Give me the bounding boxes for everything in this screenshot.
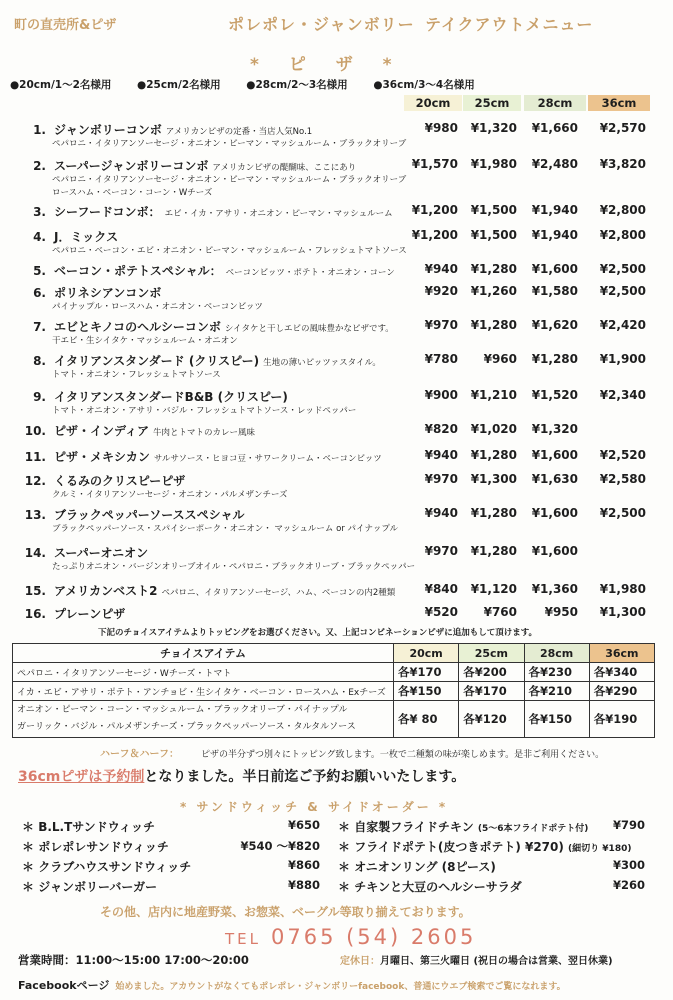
pizza-toppings: ペパロニ・イタリアンソーセージ・オニオン・ピーマン・マッシュルーム・ブラックオリーブ bbox=[52, 139, 407, 149]
half-label: ハーフ＆ハーフ： bbox=[100, 749, 179, 760]
facebook-label: Facebookページ bbox=[18, 979, 110, 992]
pizza-toppings: ペパロニ・ベーコン・エビ・オニオン・ピーマン・マッシュルーム・フレッシュトマトソース bbox=[52, 246, 407, 256]
pizza-desc: サルサソース・ヒヨコ豆・サワークリーム・ベーコンビッツ bbox=[153, 454, 382, 464]
pizza-price: ¥1,900 bbox=[599, 352, 646, 366]
pizza-price: ¥820 bbox=[424, 422, 458, 436]
pizza-price: ¥1,500 bbox=[470, 228, 517, 242]
side-item bbox=[22, 858, 191, 875]
side-item bbox=[22, 838, 169, 855]
choice-header-28: 28cm bbox=[524, 644, 589, 663]
pizza-name: アメリカンベスト2 bbox=[54, 584, 158, 598]
pizza-toppings: 干エビ・生シイタケ・マッシュルーム・オニオン bbox=[52, 336, 238, 346]
pizza-name: ピザ・メキシカン bbox=[54, 450, 150, 464]
side-item-price: ¥860 bbox=[287, 858, 320, 872]
choice-price: 各¥210 bbox=[524, 682, 589, 701]
side-item-name: クラブハウスサンドウィッチ bbox=[38, 860, 192, 874]
side-item-price: ¥260 bbox=[612, 878, 645, 892]
choice-header-20: 20cm bbox=[394, 644, 459, 663]
closed-text: 月曜日、第三火曜日 (祝日の場合は営業、翌日休業) bbox=[380, 956, 613, 967]
pizza-price: ¥2,500 bbox=[599, 284, 646, 298]
pizza-price: ¥1,660 bbox=[531, 121, 578, 135]
pizza-item bbox=[22, 605, 129, 622]
side-item bbox=[22, 818, 155, 835]
pizza-price: ¥970 bbox=[424, 472, 458, 486]
pizza-toppings: トマト・オニオン・アサリ・バジル・フレッシュトマトソース・レッドペッパー bbox=[52, 406, 357, 416]
choice-header-36: 36cm bbox=[589, 644, 654, 663]
choice-items: ペパロニ・イタリアンソーセージ・Wチーズ・トマト bbox=[13, 663, 394, 682]
pizza-price: ¥1,600 bbox=[531, 262, 578, 276]
bullet-icon: ＊ bbox=[22, 840, 39, 854]
pizza-price: ¥1,210 bbox=[470, 388, 517, 402]
pizza-price: ¥1,200 bbox=[411, 228, 458, 242]
pizza-number: 13. bbox=[24, 508, 46, 522]
choice-items-line: オニオン・ピーマン・コーン・マッシュルーム・ブラックオリーブ・パイナップル bbox=[17, 705, 348, 715]
pizza-number: 4. bbox=[33, 230, 46, 244]
pizza-price: ¥760 bbox=[483, 605, 517, 619]
choice-price: 各¥190 bbox=[589, 701, 654, 738]
pizza-desc: アメリカンピザの醍醐味、ここにあり bbox=[212, 163, 357, 173]
choice-title: チョイスアイテム bbox=[13, 644, 394, 663]
pizza-price: ¥1,300 bbox=[470, 472, 517, 486]
pizza-name: プレーンピザ bbox=[54, 607, 126, 621]
pizza-number: 5. bbox=[33, 264, 46, 278]
pizza-price: ¥520 bbox=[424, 605, 458, 619]
bullet-icon: ＊ bbox=[338, 860, 355, 874]
choice-price: 各¥200 bbox=[459, 663, 524, 682]
choice-price: 各¥170 bbox=[459, 682, 524, 701]
pizza-price: ¥2,800 bbox=[599, 228, 646, 242]
pizza-number: 1. bbox=[33, 123, 46, 137]
pizza-price: ¥980 bbox=[424, 121, 458, 135]
pizza-toppings: ロースハム・ベーコン・コーン・Wチーズ bbox=[52, 188, 213, 198]
choice-price: 各¥150 bbox=[524, 701, 589, 738]
pizza-number: 10. bbox=[24, 424, 46, 438]
pizza-item bbox=[22, 318, 394, 335]
choice-price: 各¥230 bbox=[524, 663, 589, 682]
pizza-item bbox=[22, 388, 292, 405]
pizza-price: ¥1,280 bbox=[470, 544, 517, 558]
half-and-half bbox=[100, 745, 604, 760]
pizza-item bbox=[22, 544, 152, 561]
pizza-price: ¥900 bbox=[424, 388, 458, 402]
pizza-name: スーパーオニオン bbox=[54, 546, 149, 560]
pizza-item bbox=[22, 203, 393, 220]
pizza-number: 15. bbox=[24, 584, 46, 598]
pizza-price: ¥1,980 bbox=[599, 582, 646, 596]
pizza-desc: シイタケと干しエビの風味豊かなピザです。 bbox=[224, 324, 394, 334]
bullet-icon: ＊ bbox=[22, 860, 39, 874]
pizza-price: ¥1,940 bbox=[531, 203, 578, 217]
closed-days bbox=[340, 952, 613, 967]
pizza-number: 9. bbox=[33, 390, 46, 404]
size-legend-item: ●28cm/2～3名様用 bbox=[246, 79, 348, 91]
pizza-number: 2. bbox=[33, 159, 46, 173]
pizza-desc: エビ・イカ・アサリ・オニオン・ピーマン・マッシュルーム bbox=[164, 209, 393, 219]
pizza-price: ¥1,600 bbox=[531, 506, 578, 520]
pizza-item bbox=[22, 228, 122, 245]
side-item-name: ポレポレサンドウィッチ bbox=[38, 840, 169, 854]
pizza-number: 16. bbox=[24, 607, 46, 621]
pizza-item bbox=[22, 352, 381, 369]
pizza-price: ¥1,320 bbox=[531, 422, 578, 436]
facebook-note bbox=[18, 977, 566, 993]
facebook-text: 始めました。アカウントがなくてもポレポレ・ジャンボリーfacebook、普通にウエブ検索でご覧になれます。 bbox=[115, 982, 566, 992]
side-item bbox=[338, 818, 588, 835]
bullet-icon: ＊ bbox=[22, 880, 39, 894]
size-header-20: 20cm bbox=[404, 95, 462, 111]
pizza-section-title: * ピ ザ * bbox=[250, 55, 404, 75]
pizza-price: ¥970 bbox=[424, 318, 458, 332]
pizza-price: ¥2,580 bbox=[599, 472, 646, 486]
pizza-name: ジャンボリーコンボ bbox=[54, 123, 162, 137]
pizza-name: スーパージャンボリーコンボ bbox=[54, 159, 209, 173]
pizza-price: ¥1,280 bbox=[470, 506, 517, 520]
pizza-price: ¥1,500 bbox=[470, 203, 517, 217]
choice-price: 各¥150 bbox=[394, 682, 459, 701]
half-text: ピザの半分ずつ別々にトッピング致します。一枚で二種類の味が楽しめます。是非ご利用ください。 bbox=[201, 750, 605, 760]
shop-type: 町の直売所&ピザ bbox=[14, 18, 117, 33]
pizza-desc: 牛肉とトマトのカレー風味 bbox=[153, 428, 256, 438]
pizza-price: ¥2,420 bbox=[599, 318, 646, 332]
size-header-28: 28cm bbox=[524, 95, 586, 111]
size-legend-item: ●36cm/3～4名様用 bbox=[373, 79, 475, 91]
pizza-price: ¥1,580 bbox=[531, 284, 578, 298]
pizza-name: ポリネシアンコンボ bbox=[54, 286, 162, 300]
topping-note: 下記のチョイスアイテムよりトッピングをお選びください。又、上記コンビネーションピザに追加もして頂けます。 bbox=[98, 628, 538, 638]
pizza-toppings: ブラックペッパーソース・スパイシーポーク・オニオン・ マッシュルーム or パイナップル bbox=[52, 524, 399, 534]
pizza-price: ¥840 bbox=[424, 582, 458, 596]
side-item-name: オニオンリング (8ピース) bbox=[354, 860, 496, 874]
pizza-price: ¥1,280 bbox=[470, 262, 517, 276]
pizza-price: ¥1,280 bbox=[470, 448, 517, 462]
pizza-item bbox=[22, 262, 395, 279]
side-item bbox=[338, 838, 631, 855]
choice-items bbox=[13, 701, 394, 738]
pizza-price: ¥920 bbox=[424, 284, 458, 298]
pizza-item bbox=[22, 506, 248, 523]
pizza-price: ¥950 bbox=[544, 605, 578, 619]
pizza-number: 6. bbox=[33, 286, 46, 300]
pizza-price: ¥1,280 bbox=[470, 318, 517, 332]
reservation-text: となりました。半日前迄ご予約お願いいたします。 bbox=[144, 769, 466, 785]
pizza-name: J．ミックス bbox=[54, 230, 119, 244]
pizza-price: ¥1,570 bbox=[411, 157, 458, 171]
pizza-price: ¥3,820 bbox=[599, 157, 646, 171]
pizza-price: ¥2,500 bbox=[599, 506, 646, 520]
pizza-price: ¥2,340 bbox=[599, 388, 646, 402]
size-header-36: 36cm bbox=[588, 95, 650, 111]
closed-label: 定休日： bbox=[340, 956, 380, 967]
pizza-price: ¥2,480 bbox=[531, 157, 578, 171]
choice-price: 各¥ 80 bbox=[394, 701, 459, 738]
choice-row bbox=[13, 663, 655, 682]
side-item-note: (細切り ¥180) bbox=[568, 844, 632, 854]
side-item-name: チキンと大豆のヘルシーサラダ bbox=[354, 880, 522, 894]
pizza-toppings: クルミ・イタリアンソーセージ・オニオン・パルメザンチーズ bbox=[52, 490, 288, 500]
pizza-number: 7. bbox=[33, 320, 46, 334]
pizza-price: ¥1,320 bbox=[470, 121, 517, 135]
pizza-price: ¥1,300 bbox=[599, 605, 646, 619]
bullet-icon: ＊ bbox=[338, 880, 355, 894]
pizza-number: 3. bbox=[33, 205, 46, 219]
pizza-name: シーフードコンボ： bbox=[54, 205, 161, 219]
choice-row bbox=[13, 701, 655, 738]
pizza-desc: 生地の薄いピッツァスタイル。 bbox=[263, 358, 381, 368]
pizza-desc: ベーコンビッツ・ポテト・オニオン・コーン bbox=[225, 268, 395, 278]
pizza-price: ¥2,500 bbox=[599, 262, 646, 276]
pizza-desc: アメリカンピザの定番・当店人気No.1 bbox=[165, 127, 313, 137]
pizza-price: ¥1,980 bbox=[470, 157, 517, 171]
choice-table bbox=[12, 643, 655, 738]
pizza-item bbox=[22, 284, 165, 301]
pizza-toppings: たっぷりオニオン・バージンオリーブオイル・ペパロニ・ブラックオリーブ・ブラックペッパー bbox=[52, 562, 416, 572]
choice-items: イカ・エビ・アサリ・ポテト・アンチョビ・生シイタケ・ベーコン・ロースハム・Exチーズ bbox=[13, 682, 394, 701]
business-hours: 営業時間：11:00～15:00 17:00～20:00 bbox=[18, 953, 249, 967]
pizza-toppings: ペパロニ・イタリアンソーセージ・オニオン・ピーマン・マッシュルーム・ブラックオリーブ bbox=[52, 175, 407, 185]
pizza-price: ¥1,630 bbox=[531, 472, 578, 486]
pizza-price: ¥1,020 bbox=[470, 422, 517, 436]
pizza-item bbox=[22, 448, 382, 465]
choice-row bbox=[13, 682, 655, 701]
side-item-name: ジャンボリーバーガー bbox=[38, 880, 158, 894]
pizza-number: 12. bbox=[24, 474, 46, 488]
tel-number: 0765 (54) 2605 bbox=[271, 925, 477, 949]
pizza-item bbox=[22, 582, 395, 599]
side-item-name: 自家製フライドチキン bbox=[354, 820, 474, 834]
pizza-name: ブラックペッパーソーススペシャル bbox=[54, 508, 245, 522]
shop-name: ポレポレ・ジャンボリー bbox=[228, 15, 415, 34]
telephone bbox=[225, 925, 476, 949]
choice-header-row bbox=[13, 644, 655, 663]
side-item-price: ¥880 bbox=[287, 878, 320, 892]
pizza-name: イタリアンスタンダードB&B (クリスピー) bbox=[54, 390, 288, 404]
side-item bbox=[338, 858, 496, 875]
size-legend-item: ●20cm/1～2名様用 bbox=[10, 79, 112, 91]
pizza-desc: ペパロニ、イタリアンソーセージ、ハム、ベーコンの内2種類 bbox=[161, 588, 396, 598]
pizza-number: 8. bbox=[33, 354, 46, 368]
pizza-name: くるみのクリスピーピザ bbox=[54, 474, 186, 488]
pizza-item bbox=[22, 472, 189, 489]
side-item-name: B.L.Tサンドウィッチ bbox=[38, 820, 155, 834]
pizza-name: ピザ・インディア bbox=[54, 424, 150, 438]
bullet-icon: ＊ bbox=[338, 820, 355, 834]
choice-items-line: ガーリック・バジル・パルメザンチーズ・ブラックペッパーソース・タルタルソース bbox=[17, 722, 356, 732]
pizza-price: ¥960 bbox=[483, 352, 517, 366]
pizza-price: ¥1,600 bbox=[531, 544, 578, 558]
bullet-icon: ＊ bbox=[22, 820, 39, 834]
store-note: その他、店内に地産野菜、お惣菜、ベーグル等取り揃えております。 bbox=[100, 905, 471, 919]
pizza-toppings: パイナップル・ロースハム・オニオン・ベーコンビッツ bbox=[52, 302, 263, 312]
size-header-25: 25cm bbox=[463, 95, 521, 111]
pizza-price: ¥940 bbox=[424, 506, 458, 520]
side-item bbox=[338, 878, 522, 895]
menu-type: テイクアウトメニュー bbox=[425, 15, 594, 34]
choice-price: 各¥340 bbox=[589, 663, 654, 682]
pizza-price: ¥1,600 bbox=[531, 448, 578, 462]
pizza-price: ¥940 bbox=[424, 262, 458, 276]
pizza-price: ¥1,620 bbox=[531, 318, 578, 332]
pizza-toppings: トマト・オニオン・フレッシュトマトソース bbox=[52, 370, 221, 380]
side-item-name: フライドポテト(皮つきポテト) ¥270) bbox=[354, 840, 564, 854]
choice-header-25: 25cm bbox=[459, 644, 524, 663]
pizza-item bbox=[22, 422, 255, 439]
pizza-price: ¥940 bbox=[424, 448, 458, 462]
side-item-price: ¥650 bbox=[287, 818, 320, 832]
choice-price: 各¥170 bbox=[394, 663, 459, 682]
pizza-price: ¥1,260 bbox=[470, 284, 517, 298]
side-section-title: * サンドウィッチ & サイドオーダー * bbox=[180, 800, 449, 814]
side-item bbox=[22, 878, 157, 895]
tel-label: TEL bbox=[225, 930, 261, 948]
pizza-price: ¥970 bbox=[424, 544, 458, 558]
pizza-price: ¥2,520 bbox=[599, 448, 646, 462]
reservation-highlight: 36cmピザは予約制 bbox=[18, 769, 145, 785]
pizza-price: ¥1,940 bbox=[531, 228, 578, 242]
pizza-price: ¥1,120 bbox=[470, 582, 517, 596]
pizza-item bbox=[22, 157, 356, 174]
side-item-price: ¥790 bbox=[612, 818, 645, 832]
pizza-price: ¥2,570 bbox=[599, 121, 646, 135]
pizza-price: ¥1,520 bbox=[531, 388, 578, 402]
pizza-number: 14. bbox=[24, 546, 46, 560]
choice-price: 各¥290 bbox=[589, 682, 654, 701]
pizza-price: ¥1,200 bbox=[411, 203, 458, 217]
pizza-name: イタリアンスタンダード (クリスピー) bbox=[54, 354, 260, 368]
pizza-name: エビとキノコのヘルシーコンボ bbox=[54, 320, 221, 334]
size-legend bbox=[10, 77, 497, 92]
pizza-price: ¥2,800 bbox=[599, 203, 646, 217]
pizza-item bbox=[22, 121, 312, 138]
pizza-price: ¥1,280 bbox=[531, 352, 578, 366]
side-item-price: ¥540 ～¥820 bbox=[240, 839, 320, 853]
bullet-icon: ＊ bbox=[338, 840, 355, 854]
choice-price: 各¥120 bbox=[459, 701, 524, 738]
pizza-price: ¥780 bbox=[424, 352, 458, 366]
pizza-number: 11. bbox=[24, 450, 46, 464]
side-item-price: ¥300 bbox=[612, 858, 645, 872]
pizza-price: ¥1,360 bbox=[531, 582, 578, 596]
pizza-name: ベーコン・ポテトスペシャル： bbox=[54, 264, 222, 278]
side-item-note: (5～6本フライドポテト付) bbox=[477, 824, 589, 834]
reservation-note bbox=[18, 766, 465, 786]
size-legend-item: ●25cm/2名様用 bbox=[137, 79, 221, 91]
